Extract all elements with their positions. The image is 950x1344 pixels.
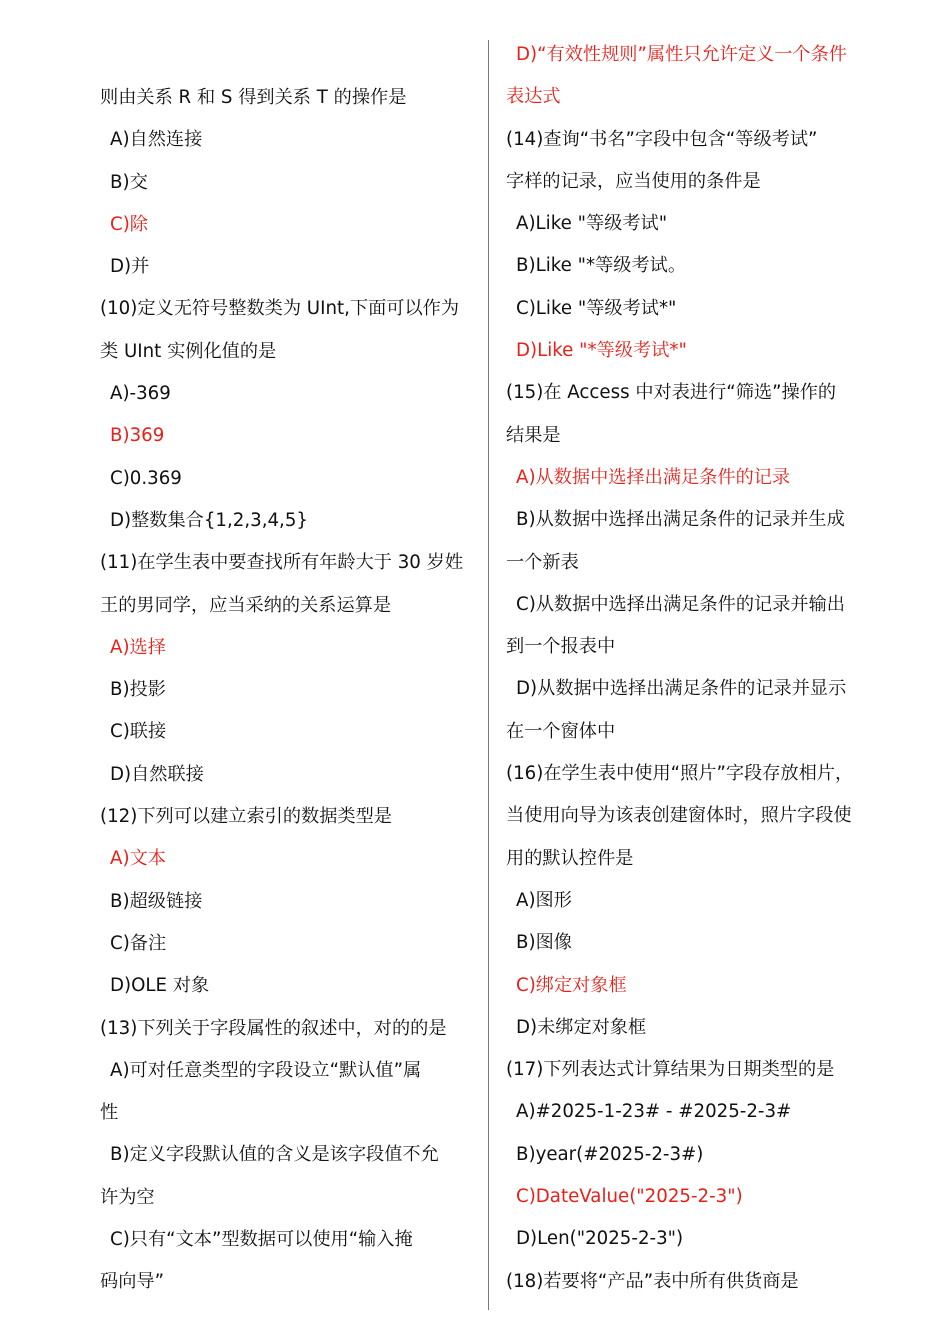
- option-line: B)Like "*等级考试。: [516, 255, 687, 277]
- question-line: 在一个窗体中: [506, 720, 616, 742]
- question-line: 码向导”: [100, 1271, 164, 1293]
- question-line: 当使用向导为该表创建窗体时，照片字段使: [506, 805, 852, 827]
- option-line: B)从数据中选择出满足条件的记录并生成: [516, 509, 845, 531]
- option-line: D)OLE 对象: [110, 975, 210, 997]
- option-line: D)Len("2025-2-3"): [516, 1228, 684, 1250]
- option-line: C)只有“文本”型数据可以使用“输入掩: [110, 1229, 413, 1251]
- option-line: A)选择: [110, 636, 166, 658]
- question-line: (17)下列表达式计算结果为日期类型的是: [506, 1059, 835, 1081]
- question-line: 许为空: [100, 1186, 155, 1208]
- option-line: C)0.369: [110, 467, 182, 489]
- option-line: B)投影: [110, 679, 166, 701]
- option-line: A)可对任意类型的字段设立“默认值”属: [110, 1059, 422, 1081]
- option-line: D)自然联接: [110, 763, 204, 785]
- option-line: D)整数集合{1,2,3,4,5}: [110, 509, 308, 531]
- option-line: A)图形: [516, 889, 572, 911]
- option-line: C)备注: [110, 932, 167, 954]
- option-line: B)369: [110, 425, 165, 447]
- option-line: D)从数据中选择出满足条件的记录并显示: [516, 678, 847, 700]
- question-line: 一个新表: [506, 551, 579, 573]
- option-line: A)从数据中选择出满足条件的记录: [516, 466, 791, 488]
- left-column: [100, 77, 478, 1304]
- question-line: (14)查询“书名”字段中包含“等级考试”: [506, 128, 818, 150]
- question-line: 类 UInt 实例化值的是: [100, 340, 277, 362]
- option-line: B)year(#2025-2-3#): [516, 1143, 704, 1165]
- question-line: 结果是: [506, 424, 561, 446]
- option-line: A)自然连接: [110, 129, 203, 151]
- option-line: B)交: [110, 171, 148, 193]
- question-line: 到一个报表中: [506, 636, 616, 658]
- question-line: 表达式: [506, 86, 561, 108]
- question-line: 则由关系 R 和 S 得到关系 T 的操作是: [100, 87, 407, 108]
- question-line: (18)若要将“产品”表中所有供货商是: [506, 1270, 799, 1292]
- option-line: D)未绑定对象框: [516, 1016, 647, 1038]
- question-line: (11)在学生表中要查找所有年龄大于 30 岁姓: [100, 552, 464, 574]
- right-column: [506, 34, 886, 1303]
- question-line: (13)下列关于字段属性的叙述中，对的的是: [100, 1017, 447, 1039]
- option-line: A)#2025-1-23# - #2025-2-3#: [516, 1101, 792, 1123]
- option-line: A)-369: [110, 383, 171, 405]
- option-line: A)文本: [110, 848, 166, 870]
- option-line: B)超级链接: [110, 890, 203, 912]
- option-line: C)Like "等级考试*": [516, 297, 677, 319]
- option-line: D)“有效性规则”属性只允许定义一个条件: [516, 44, 847, 65]
- column-divider: [488, 40, 489, 1310]
- option-line: A)Like "等级考试": [516, 213, 668, 235]
- option-line: D)并: [110, 256, 150, 278]
- option-line: B)定义字段默认值的含义是该字段值不允: [110, 1144, 439, 1166]
- question-line: 性: [100, 1102, 119, 1124]
- option-line: B)图像: [516, 932, 572, 954]
- question-line: 字样的记录，应当使用的条件是: [506, 170, 761, 192]
- question-line: (10)定义无符号整数类为 UInt,下面可以作为: [100, 298, 460, 320]
- option-line: C)除: [110, 213, 148, 235]
- option-line: C)DateValue("2025-2-3"): [516, 1186, 743, 1208]
- question-line: (15)在 Access 中对表进行“筛选”操作的: [506, 382, 837, 404]
- option-line: D)Like "*等级考试*": [516, 340, 687, 362]
- question-line: 王的男同学，应当采纳的关系运算是: [100, 594, 392, 616]
- question-line: 用的默认控件是: [506, 847, 634, 869]
- question-line: (16)在学生表中使用“照片”字段存放相片，: [506, 763, 854, 785]
- option-line: C)从数据中选择出满足条件的记录并输出: [516, 593, 845, 615]
- option-line: C)绑定对象框: [516, 974, 627, 996]
- option-line: C)联接: [110, 721, 167, 743]
- question-line: (12)下列可以建立索引的数据类型是: [100, 806, 392, 828]
